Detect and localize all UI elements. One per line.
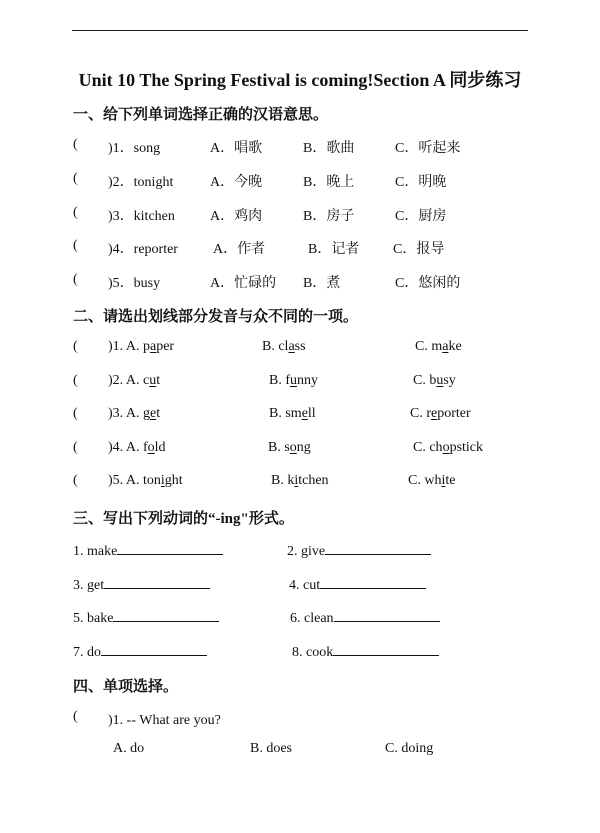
- option-b: B．晚上: [303, 175, 355, 190]
- option-a: A．鸡肉: [210, 209, 263, 224]
- s2-question-5: [73, 473, 553, 493]
- ing-item-1: 1. make: [73, 540, 223, 560]
- answer-blank[interactable]: [113, 607, 219, 622]
- option-c: C. reporter: [410, 406, 471, 421]
- underlined-letter: i: [294, 473, 299, 488]
- question-stem: )2．tonight: [108, 175, 174, 190]
- option-a: A．作者: [213, 242, 266, 257]
- s1-question-2: [73, 171, 553, 191]
- question-stem: )5．busy: [108, 276, 161, 291]
- underlined-letter: i: [441, 473, 446, 488]
- underlined-letter: o: [147, 440, 155, 455]
- option-c: C．报导: [393, 242, 445, 257]
- option-a: A．唱歌: [210, 141, 263, 156]
- answer-blank[interactable]: [117, 540, 223, 555]
- option-c: C. busy: [413, 373, 456, 388]
- answer-paren: (: [73, 473, 78, 488]
- option-c: C．明晚: [395, 175, 447, 190]
- s2-question-3: [73, 406, 553, 426]
- s1-question-3: [73, 205, 553, 225]
- underlined-letter: e: [150, 406, 157, 421]
- underlined-letter: e: [301, 406, 308, 421]
- answer-paren: (: [73, 709, 78, 724]
- option-a: )2. A. cut: [108, 373, 161, 388]
- header-rule: [72, 30, 528, 31]
- option-c: C．悠闲的: [395, 276, 461, 291]
- answer-paren: (: [73, 137, 78, 152]
- underlined-letter: o: [289, 440, 297, 455]
- underlined-letter: e: [431, 406, 438, 421]
- s2-question-4: [73, 440, 553, 460]
- answer-paren: (: [73, 440, 78, 455]
- s1-question-1: [73, 137, 553, 157]
- option-b: B．煮: [303, 276, 341, 291]
- underlined-letter: a: [442, 339, 449, 354]
- answer-blank[interactable]: [325, 540, 431, 555]
- ing-item-4: 4. cut: [289, 574, 426, 594]
- answer-blank[interactable]: [320, 574, 426, 589]
- option-b: B. smell: [269, 406, 316, 421]
- answer-paren: (: [73, 339, 78, 354]
- option-a: )1. A. paper: [108, 339, 175, 354]
- ing-item-5: 5. bake: [73, 607, 219, 627]
- section-4-heading: 四、单项选择。: [73, 679, 179, 695]
- s4-question-1: [73, 709, 553, 729]
- option-a: A．今晚: [210, 175, 263, 190]
- answer-paren: (: [73, 205, 78, 220]
- option-b: B. song: [268, 440, 311, 455]
- ing-item-6: 6. clean: [290, 607, 440, 627]
- option-c: C. white: [408, 473, 456, 488]
- s2-question-2: [73, 373, 553, 393]
- ing-item-2: 2. give: [287, 540, 431, 560]
- s4-question-1-options: [73, 741, 553, 761]
- ing-item-3: 3. get: [73, 574, 210, 594]
- s2-question-1: [73, 339, 553, 359]
- option-c: C．厨房: [395, 209, 447, 224]
- option-a: )4. A. fold: [108, 440, 166, 455]
- answer-blank[interactable]: [334, 607, 440, 622]
- option-b: B. does: [250, 741, 292, 756]
- s1-question-4: [73, 238, 553, 258]
- answer-blank[interactable]: [333, 641, 439, 656]
- question-stem: )1. -- What are you ?: [108, 713, 221, 728]
- option-b: B．房子: [303, 209, 355, 224]
- option-b: B. class: [262, 339, 306, 354]
- answer-blank[interactable]: [101, 641, 207, 656]
- question-stem: )1．song: [108, 141, 161, 156]
- option-a: )3. A. get: [108, 406, 161, 421]
- option-b: B．记者: [308, 242, 360, 257]
- section-3-heading: 三、写出下列动词的“-ing"形式。: [73, 511, 294, 527]
- section-1-heading: 一、给下列单词选择正确的汉语意思。: [73, 107, 329, 123]
- underlined-letter: u: [436, 373, 444, 388]
- underlined-letter: u: [290, 373, 297, 388]
- option-c: C. make: [415, 339, 462, 354]
- underlined-letter: a: [288, 339, 295, 354]
- underlined-letter: i: [160, 473, 165, 488]
- underlined-letter: o: [442, 440, 450, 455]
- s1-question-5: [73, 272, 553, 292]
- option-a: A. do: [113, 741, 145, 756]
- underlined-letter: a: [150, 339, 157, 354]
- answer-paren: (: [73, 406, 78, 421]
- ing-item-7: 7. do: [73, 641, 207, 661]
- option-b: B. funny: [269, 373, 318, 388]
- question-stem: )4．reporter: [108, 242, 178, 257]
- option-a: )5. A. tonight: [108, 473, 183, 488]
- answer-paren: (: [73, 272, 78, 287]
- answer-paren: (: [73, 171, 78, 186]
- ing-item-8: 8. cook: [292, 641, 439, 661]
- answer-paren: (: [73, 238, 78, 253]
- option-b: B．歌曲: [303, 141, 355, 156]
- section-2-heading: 二、请选出划线部分发音与众不同的一项。: [73, 309, 359, 325]
- option-b: B. kitchen: [271, 473, 329, 488]
- option-a: A．忙碌的: [210, 276, 277, 291]
- answer-paren: (: [73, 373, 78, 388]
- page-title: Unit 10 The Spring Festival is coming!Section A 同步练习: [78, 70, 522, 90]
- option-c: C. chopstick: [413, 440, 484, 455]
- answer-blank[interactable]: [104, 574, 210, 589]
- option-c: C. doing: [385, 741, 434, 756]
- underlined-letter: u: [149, 373, 157, 388]
- option-c: C．听起来: [395, 141, 461, 156]
- question-stem: )3．kitchen: [108, 209, 175, 224]
